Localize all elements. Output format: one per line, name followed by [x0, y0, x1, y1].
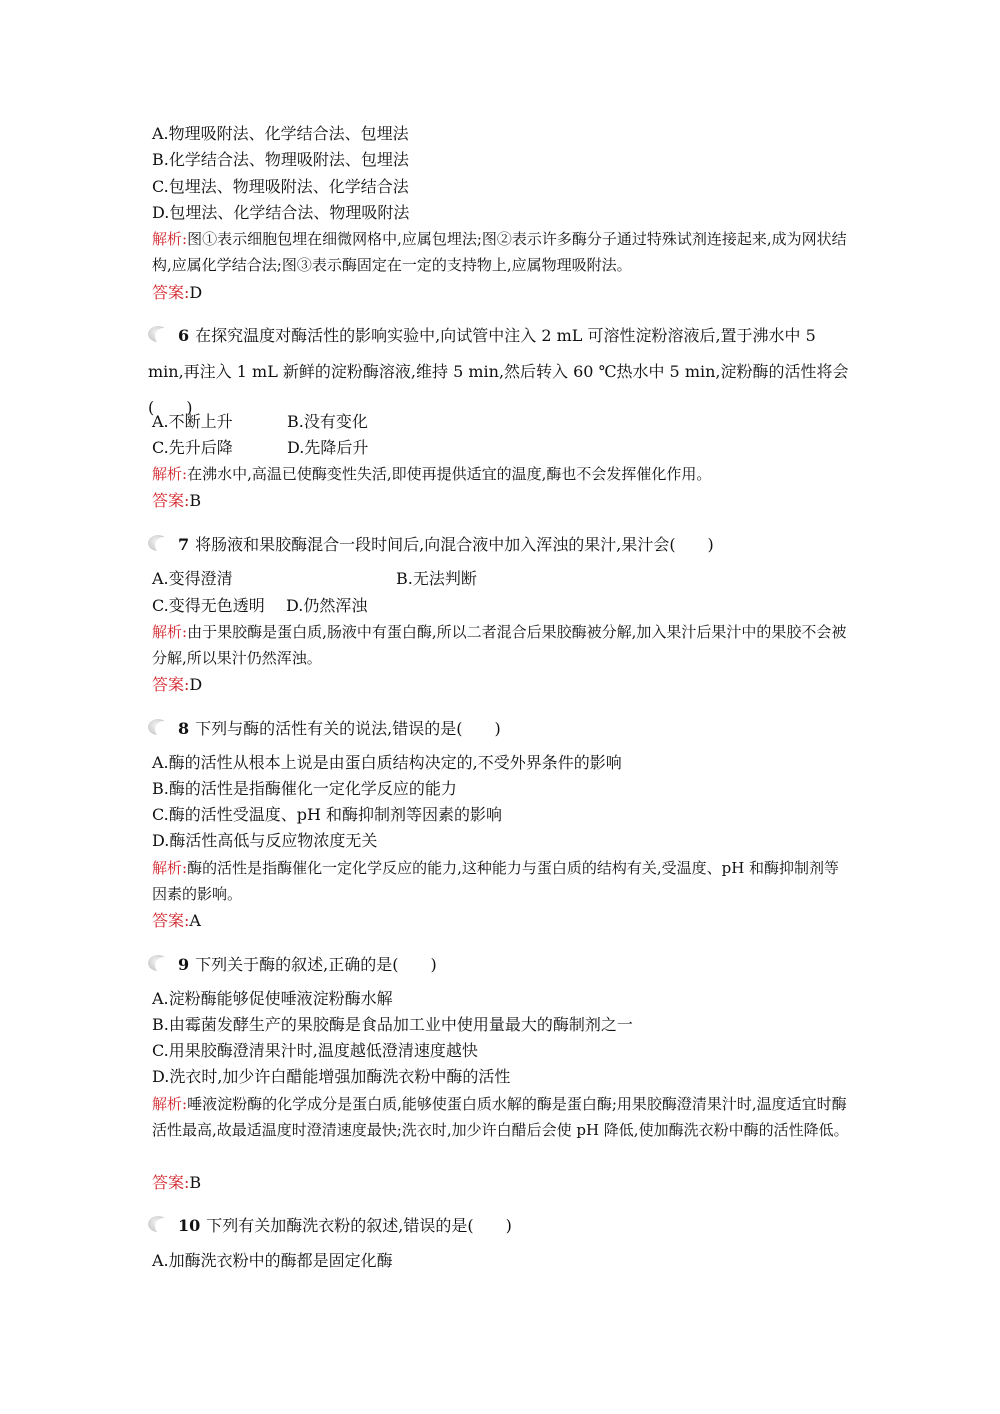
question-number: 10 [178, 1216, 201, 1235]
answer-value: B [189, 1173, 202, 1192]
answer-value: B [189, 491, 202, 510]
q5-option-a: A.物理吸附法、化学结合法、包埋法 [152, 124, 409, 143]
answer-label: 答案: [152, 1173, 190, 1192]
q6-stem [148, 318, 853, 426]
answer-label: 答案: [152, 283, 190, 302]
q5-option-d: D.包埋法、化学结合法、物理吸附法 [152, 203, 410, 222]
question-number: 7 [178, 535, 190, 554]
answer-value: D [189, 675, 203, 694]
analysis-label: 解析: [152, 859, 188, 877]
question-bullet-icon [148, 326, 172, 344]
question-number: 8 [178, 719, 190, 738]
q6-answer [152, 491, 857, 511]
option-text: C.变得无色透明 [152, 596, 265, 615]
q5-analysis [152, 226, 852, 278]
q9-option-d: D.洗衣时,加少许白醋能增强加酶洗衣粉中酶的活性 [152, 1067, 511, 1086]
analysis-label: 解析: [152, 623, 188, 641]
q8-option-a: A.酶的活性从根本上说是由蛋白质结构决定的,不受外界条件的影响 [152, 753, 622, 772]
option-text: A.不断上升 [152, 412, 233, 431]
analysis-label: 解析: [152, 230, 188, 248]
q6-option-d: D.先降后升 [287, 438, 369, 457]
question-bullet-icon [148, 535, 172, 553]
analysis-text: 在沸水中,高温已使酶变性失活,即使再提供适宜的温度,酶也不会发挥催化作用。 [187, 465, 712, 483]
question-text: 下列关于酶的叙述,正确的是( ) [195, 955, 437, 974]
q6-analysis [152, 461, 852, 487]
question-text: 在探究温度对酶活性的影响实验中,向试管中注入 2 mL 可溶性淀粉溶液后,置于沸水中 5 min,再注入 1 mL 新鲜的淀粉酶溶液,维持 5 min,然后转入 60 ℃热水中 5 min,淀粉酶的活性将会( ) [148, 326, 849, 417]
question-text: 下列有关加酶洗衣粉的叙述,错误的是( ) [206, 1216, 512, 1235]
analysis-text: 唾液淀粉酶的化学成分是蛋白质,能够使蛋白质水解的酶是蛋白酶;用果胶酶澄清果汁时,温度适宜时酶活性最高,故最适温度时澄清速度最快;洗衣时,加少许白醋后会使 pH 降低,使加酶洗衣粉中酶的活性降低。 [152, 1095, 849, 1139]
q8-answer [152, 911, 857, 931]
q8-option-c: C.酶的活性受温度、pH 和酶抑制剂等因素的影响 [152, 805, 503, 824]
answer-label: 答案: [152, 911, 190, 930]
q6-option-c [152, 438, 857, 458]
question-bullet-icon [148, 1216, 172, 1234]
q7-option-b: B.无法判断 [396, 569, 477, 588]
q10-stem [148, 1216, 512, 1236]
q7-option-d: D.仍然浑浊 [286, 596, 368, 615]
question-number: 9 [178, 955, 190, 974]
q7-analysis [152, 619, 852, 671]
analysis-label: 解析: [152, 465, 188, 483]
q7-answer [152, 675, 857, 695]
q5-answer [152, 283, 857, 303]
q9-analysis [152, 1091, 852, 1143]
answer-value: D [189, 283, 203, 302]
analysis-text: 酶的活性是指酶催化一定化学反应的能力,这种能力与蛋白质的结构有关,受温度、pH 和酶抑制剂等因素的影响。 [152, 859, 840, 903]
analysis-text: 由于果胶酶是蛋白质,肠液中有蛋白酶,所以二者混合后果胶酶被分解,加入果汁后果汁中的果胶不会被分解,所以果汁仍然浑浊。 [152, 623, 847, 667]
q9-option-a: A.淀粉酶能够促使唾液淀粉酶水解 [152, 989, 393, 1008]
option-text: A.变得澄清 [152, 569, 233, 588]
q7-option-c [152, 596, 857, 616]
analysis-text: 图①表示细胞包埋在细微网格中,应属包埋法;图②表示许多酶分子通过特殊试剂连接起来,成为网状结构,应属化学结合法;图③表示酶固定在一定的支持物上,应属物理吸附法。 [152, 230, 847, 274]
q5-option-c: C.包埋法、物理吸附法、化学结合法 [152, 177, 409, 196]
question-text: 将肠液和果胶酶混合一段时间后,向混合液中加入浑浊的果汁,果汁会( ) [195, 535, 714, 554]
answer-value: A [189, 911, 201, 930]
q9-answer [152, 1173, 857, 1193]
answer-label: 答案: [152, 675, 190, 694]
question-bullet-icon [148, 955, 172, 973]
q8-stem [148, 719, 501, 739]
q5-option-b: B.化学结合法、物理吸附法、包埋法 [152, 150, 409, 169]
q6-option-b: B.没有变化 [287, 412, 368, 431]
q6-option-a [152, 412, 857, 432]
q8-option-b: B.酶的活性是指酶催化一定化学反应的能力 [152, 779, 457, 798]
q9-option-c: C.用果胶酶澄清果汁时,温度越低澄清速度越快 [152, 1041, 478, 1060]
option-text: C.先升后降 [152, 438, 233, 457]
q9-option-b: B.由霉菌发酵生产的果胶酶是食品加工业中使用量最大的酶制剂之一 [152, 1015, 633, 1034]
q8-option-d: D.酶活性高低与反应物浓度无关 [152, 831, 378, 850]
q10-option-a: A.加酶洗衣粉中的酶都是固定化酶 [152, 1251, 393, 1270]
analysis-label: 解析: [152, 1095, 188, 1113]
answer-label: 答案: [152, 491, 190, 510]
q7-stem [148, 535, 714, 555]
q9-stem [148, 955, 437, 975]
question-bullet-icon [148, 719, 172, 737]
question-text: 下列与酶的活性有关的说法,错误的是( ) [195, 719, 501, 738]
question-number: 6 [178, 326, 190, 345]
q8-analysis [152, 855, 852, 907]
